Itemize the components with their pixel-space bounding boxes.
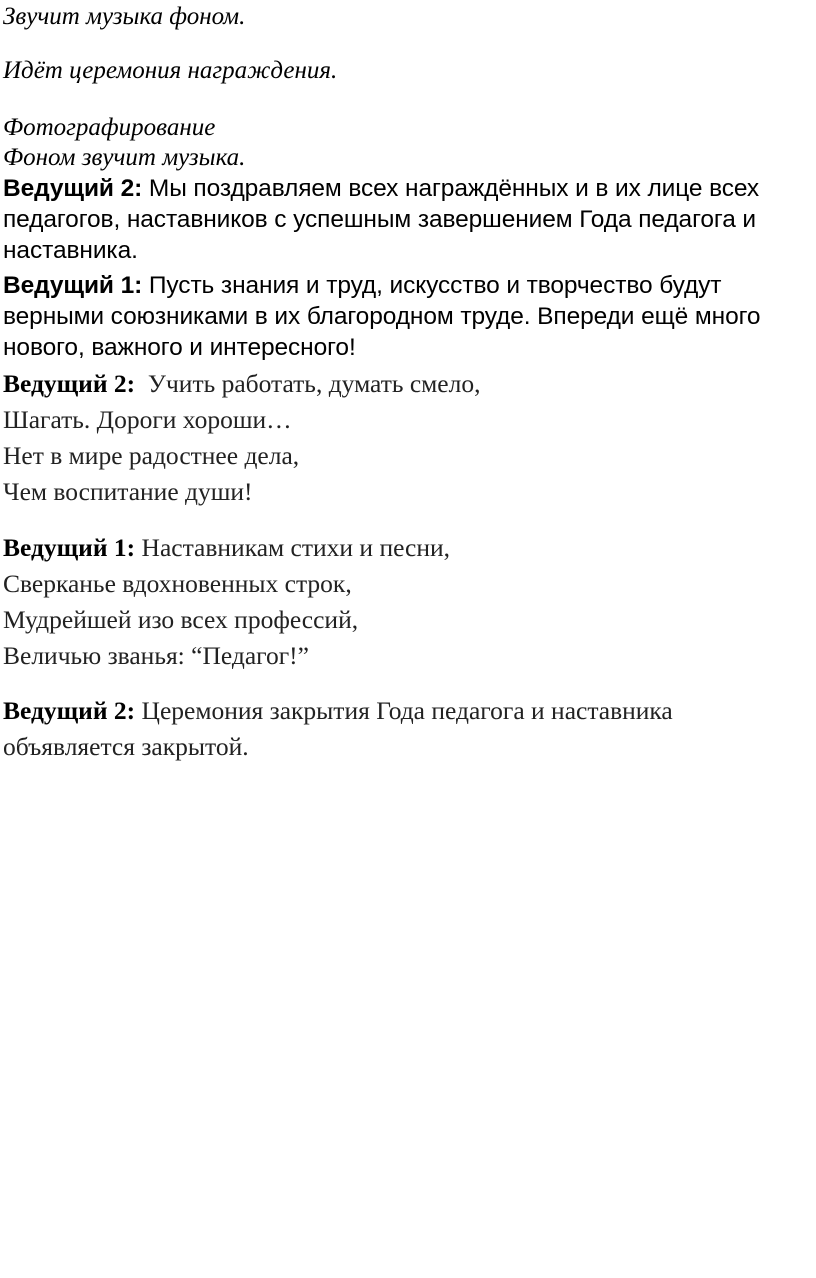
poem-line-text: Учить работать, думать смело,: [147, 369, 481, 398]
poem-line: Шагать. Дороги хороши…: [3, 405, 292, 434]
speaker-label: Ведущий 2:: [3, 175, 143, 202]
stage-direction-award-ceremony: Идёт церемония награждения.: [3, 57, 338, 84]
poem-line: [3, 366, 480, 402]
closing-announcement: [3, 693, 673, 765]
closing-line: [3, 693, 673, 729]
closing-line: объявляется закрытой.: [3, 732, 249, 761]
stage-direction-background-music: Фоном звучит музыка.: [3, 144, 246, 171]
poem-line: Нет в мире радостнее дела,: [3, 441, 300, 470]
speaker-label: Ведущий 2:: [3, 696, 136, 725]
poem-host1: [3, 530, 450, 674]
poem-host2: [3, 366, 480, 510]
closing-text: Церемония закрытия Года педагога и наставника: [141, 696, 673, 725]
poem-line: Чем воспитание души!: [3, 477, 253, 506]
stage-direction-photographing: Фотографирование: [3, 114, 216, 141]
dialogue-host1-wishes: [3, 270, 803, 363]
dialogue-text: Мы поздравляем всех награждённых и в их лице всех педагогов, наставников с успешным завершением Года педагога и наставника.: [3, 175, 760, 264]
poem-line: Сверканье вдохновенных строк,: [3, 569, 352, 598]
stage-direction-music-background: Звучит музыка фоном.: [3, 3, 246, 30]
poem-line: [3, 530, 450, 566]
poem-line: Величью званья: “Педагог!”: [3, 641, 309, 670]
poem-line-text: Наставникам стихи и песни,: [141, 533, 451, 562]
dialogue-text: Пусть знания и труд, искусство и творчество будут верными союзниками в их благородном труде. Впереди ещё много нового, важного и интересного!: [3, 272, 761, 361]
speaker-label: Ведущий 2:: [3, 369, 136, 398]
dialogue-host2-congratulations: [3, 173, 803, 266]
speaker-label: Ведущий 1:: [3, 533, 136, 562]
speaker-label: Ведущий 1:: [3, 272, 143, 299]
poem-line: Мудрейшей изо всех профессий,: [3, 605, 359, 634]
